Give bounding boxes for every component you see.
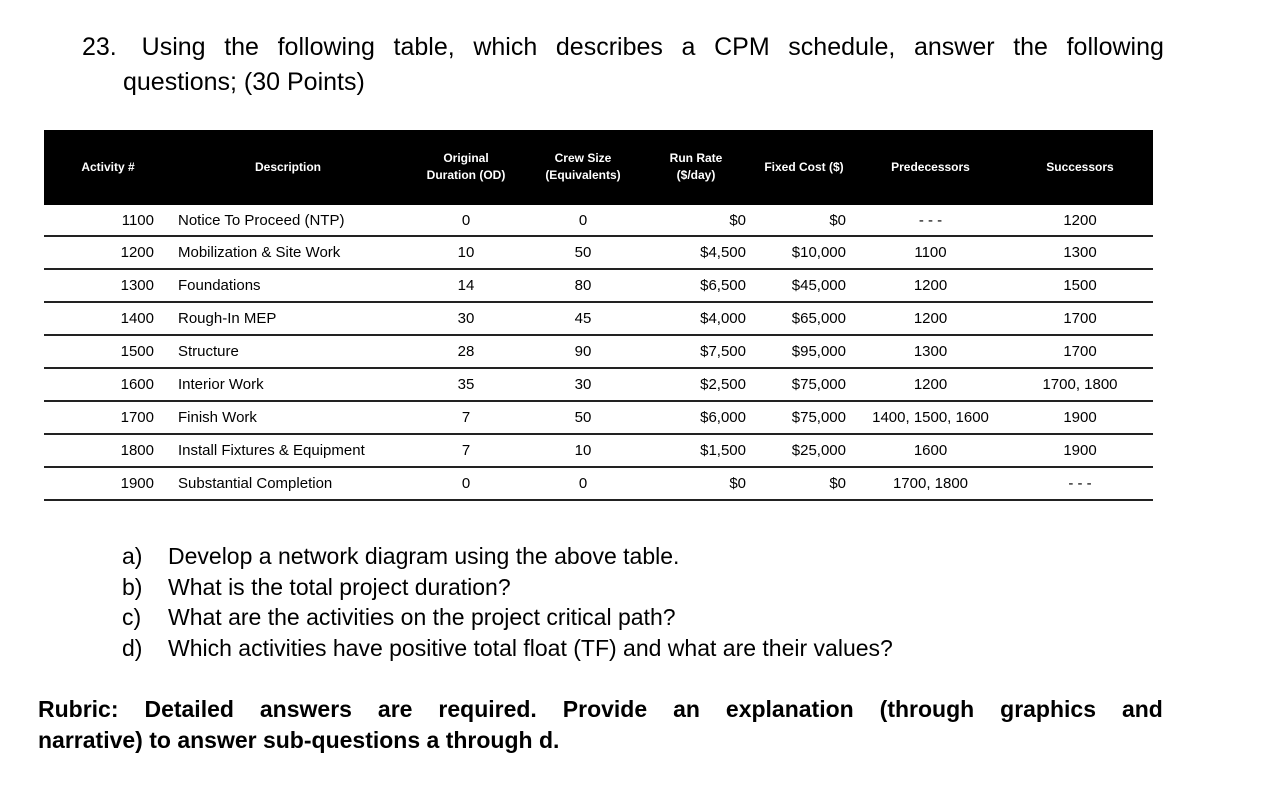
rubric-line-1 <box>38 694 1163 725</box>
sub-question-a <box>122 541 893 572</box>
cell-run-rate: $6,000 <box>638 401 754 434</box>
cell-original-duration: 14 <box>404 269 528 302</box>
question-word: a <box>681 33 696 61</box>
table-row <box>44 205 1153 237</box>
cell-original-duration: 10 <box>404 236 528 269</box>
rubric-word: answers <box>259 696 352 722</box>
sub-question-c <box>122 602 893 633</box>
header-fixed-cost: Fixed Cost ($) <box>754 130 854 205</box>
cell-crew-size: 10 <box>528 434 638 467</box>
cell-original-duration: 7 <box>404 401 528 434</box>
table-row <box>44 467 1153 500</box>
cell-activity: 1100 <box>44 205 172 237</box>
header-run-line1: Run Rate <box>669 151 723 165</box>
cell-activity: 1400 <box>44 302 172 335</box>
cell-description: Install Fixtures & Equipment <box>172 434 404 467</box>
table-body <box>44 205 1153 501</box>
sub-question-label: a) <box>122 543 143 569</box>
cell-crew-size: 90 <box>528 335 638 368</box>
cell-predecessors: 1200 <box>854 302 1007 335</box>
rubric-word: and <box>1121 696 1163 722</box>
sub-question-label: d) <box>122 634 143 661</box>
question-word: describes <box>555 33 663 61</box>
cell-fixed-cost: $25,000 <box>754 434 854 467</box>
cell-successors: 1700 <box>1007 335 1153 368</box>
question-word: following <box>277 33 375 61</box>
cell-activity: 1800 <box>44 434 172 467</box>
cell-original-duration: 35 <box>404 368 528 401</box>
cell-predecessors: 1200 <box>854 368 1007 401</box>
cell-description: Substantial Completion <box>172 467 404 500</box>
cell-crew-size: 50 <box>528 401 638 434</box>
cell-original-duration: 0 <box>404 467 528 500</box>
cell-activity: 1300 <box>44 269 172 302</box>
cell-run-rate: $4,000 <box>638 302 754 335</box>
cell-fixed-cost: $95,000 <box>754 335 854 368</box>
rubric-word: (through <box>879 696 975 722</box>
table-row <box>44 269 1153 302</box>
cell-activity: 1500 <box>44 335 172 368</box>
cell-activity: 1200 <box>44 236 172 269</box>
cell-fixed-cost: $10,000 <box>754 236 854 269</box>
question-line-1 <box>82 30 1164 65</box>
table-row <box>44 236 1153 269</box>
question-word: CPM <box>714 33 770 61</box>
header-description: Description <box>172 130 404 205</box>
header-successors: Successors <box>1007 130 1153 205</box>
cell-successors: 1500 <box>1007 269 1153 302</box>
rubric-text <box>38 694 1163 756</box>
question-line-2: questions; (30 Points) <box>123 68 365 96</box>
cell-successors: 1900 <box>1007 401 1153 434</box>
rubric-word: Provide <box>562 696 648 722</box>
rubric-word: required. <box>438 696 537 722</box>
cell-run-rate: $4,500 <box>638 236 754 269</box>
rubric-word: graphics <box>1000 696 1097 722</box>
cell-successors: 1700, 1800 <box>1007 368 1153 401</box>
sub-question-text: What are the activities on the project critical path? <box>168 604 676 630</box>
cell-crew-size: 0 <box>528 205 638 237</box>
sub-question-label: b) <box>122 573 143 600</box>
table-row <box>44 368 1153 401</box>
sub-question-b <box>122 572 893 603</box>
question-word: table, <box>393 33 455 61</box>
cell-successors: 1300 <box>1007 236 1153 269</box>
cell-run-rate: $2,500 <box>638 368 754 401</box>
sub-question-list <box>122 541 893 663</box>
cell-crew-size: 50 <box>528 236 638 269</box>
cell-run-rate: $0 <box>638 467 754 500</box>
cell-fixed-cost: $0 <box>754 467 854 500</box>
header-od-line1: Original <box>443 151 489 165</box>
cell-description: Foundations <box>172 269 404 302</box>
question-word: following <box>1066 33 1164 61</box>
cell-fixed-cost: $75,000 <box>754 401 854 434</box>
question-word: the <box>224 33 259 61</box>
cell-predecessors: 1600 <box>854 434 1007 467</box>
header-crew-line2: (Equivalents) <box>545 168 621 182</box>
cell-successors: - - - <box>1007 467 1153 500</box>
cell-predecessors: 1700, 1800 <box>854 467 1007 500</box>
cell-predecessors: 1100 <box>854 236 1007 269</box>
question-word: schedule, <box>788 33 896 61</box>
cpm-schedule-table <box>44 130 1153 501</box>
table-row <box>44 335 1153 368</box>
table-header-row <box>44 130 1153 205</box>
sub-question-text: What is the total project duration? <box>168 573 511 600</box>
cell-crew-size: 0 <box>528 467 638 500</box>
cell-description: Rough-In MEP <box>172 302 404 335</box>
cell-activity: 1700 <box>44 401 172 434</box>
cell-description: Finish Work <box>172 401 404 434</box>
cell-activity: 1900 <box>44 467 172 500</box>
cell-predecessors: 1300 <box>854 335 1007 368</box>
rubric-word: Rubric: <box>38 696 119 722</box>
header-original-duration <box>404 130 528 205</box>
cell-predecessors: 1400, 1500, 1600 <box>854 401 1007 434</box>
cell-crew-size: 45 <box>528 302 638 335</box>
question-number: 23. <box>82 33 117 61</box>
cell-run-rate: $6,500 <box>638 269 754 302</box>
rubric-word: explanation <box>725 696 854 722</box>
cell-successors: 1900 <box>1007 434 1153 467</box>
header-run-rate <box>638 130 754 205</box>
question-word: Using <box>141 33 206 61</box>
cell-successors: 1700 <box>1007 302 1153 335</box>
question-word: answer <box>913 33 995 61</box>
cell-run-rate: $1,500 <box>638 434 754 467</box>
cell-successors: 1200 <box>1007 205 1153 237</box>
header-run-line2: ($/day) <box>676 168 716 182</box>
question-word: the <box>1013 33 1048 61</box>
cell-original-duration: 28 <box>404 335 528 368</box>
cell-original-duration: 0 <box>404 205 528 237</box>
cell-description: Notice To Proceed (NTP) <box>172 205 404 237</box>
cell-description: Structure <box>172 335 404 368</box>
cell-fixed-cost: $0 <box>754 205 854 237</box>
sub-question-d <box>122 633 893 664</box>
question-word: which <box>473 33 538 61</box>
sub-question-text: Which activities have positive total float (TF) and what are their values? <box>168 634 893 661</box>
cell-description: Mobilization & Site Work <box>172 236 404 269</box>
cell-crew-size: 80 <box>528 269 638 302</box>
header-crew-size <box>528 130 638 205</box>
cell-original-duration: 7 <box>404 434 528 467</box>
rubric-word: Detailed <box>144 696 234 722</box>
rubric-line-2: narrative) to answer sub-questions a through d. <box>38 727 560 753</box>
cell-fixed-cost: $45,000 <box>754 269 854 302</box>
header-activity: Activity # <box>44 130 172 205</box>
cell-crew-size: 30 <box>528 368 638 401</box>
cell-description: Interior Work <box>172 368 404 401</box>
question-text <box>82 30 1164 100</box>
header-od-line2: Duration (OD) <box>426 168 506 182</box>
cell-activity: 1600 <box>44 368 172 401</box>
cell-run-rate: $7,500 <box>638 335 754 368</box>
cell-predecessors: 1200 <box>854 269 1007 302</box>
cell-fixed-cost: $65,000 <box>754 302 854 335</box>
sub-question-label: c) <box>122 604 142 630</box>
header-predecessors: Predecessors <box>854 130 1007 205</box>
table-row <box>44 434 1153 467</box>
cell-predecessors: - - - <box>854 205 1007 237</box>
sub-question-text: Develop a network diagram using the above table. <box>168 543 680 569</box>
header-crew-line1: Crew Size <box>554 151 612 165</box>
rubric-word: an <box>673 696 700 722</box>
table-row <box>44 401 1153 434</box>
cell-original-duration: 30 <box>404 302 528 335</box>
cell-run-rate: $0 <box>638 205 754 237</box>
cell-fixed-cost: $75,000 <box>754 368 854 401</box>
rubric-word: are <box>377 696 413 722</box>
table-row <box>44 302 1153 335</box>
